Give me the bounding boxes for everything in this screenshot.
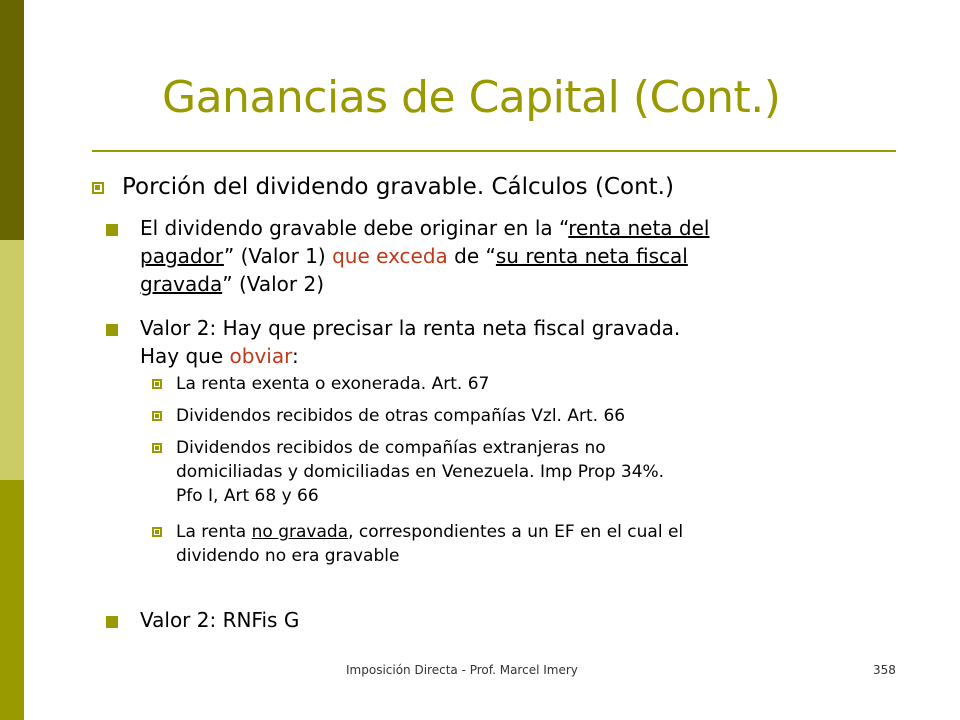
text-line: domiciliadas y domiciliadas en Venezuela. Imp Prop 34%. [176, 462, 665, 482]
text-line: Valor 2: RNFis G [140, 608, 300, 632]
text-line [140, 242, 688, 270]
footer-caption: Imposición Directa - Prof. Marcel Imery [346, 663, 578, 677]
hollow-square-bullet-icon [152, 379, 162, 389]
text-segment: , correspondientes a un EF en el cual el [348, 522, 684, 542]
left-accent-bar-middle [0, 240, 24, 480]
text-line [140, 270, 324, 298]
highlighted-text: obviar [229, 344, 292, 368]
underlined-text: gravada [140, 272, 223, 296]
text-line: dividendo no era gravable [176, 546, 400, 566]
highlighted-text: que exceda [332, 244, 448, 268]
text-segment: La renta [176, 522, 252, 542]
text-segment: El dividendo gravable debe originar en la “ [140, 216, 569, 240]
text-line: Dividendos recibidos de compañías extranjeras no [176, 438, 606, 458]
text-line [140, 214, 709, 242]
text-line: Pfo I, Art 68 y 66 [176, 486, 319, 506]
filled-square-bullet-icon [106, 224, 118, 236]
filled-square-bullet-icon [106, 324, 118, 336]
hollow-square-bullet-icon [152, 411, 162, 421]
slide-title: Ganancias de Capital (Cont.) [162, 72, 781, 123]
text-segment: ” (Valor 1) [223, 244, 333, 268]
underlined-text: no gravada [251, 522, 349, 542]
filled-square-bullet-icon [106, 616, 118, 628]
hollow-square-bullet-icon [152, 527, 162, 537]
slide-number: 358 [873, 663, 896, 677]
underlined-text: pagador [140, 244, 224, 268]
text-line: Valor 2: Hay que precisar la renta neta fiscal gravada. [140, 316, 681, 340]
text-segment: : [291, 344, 299, 368]
text-segment: de “ [447, 244, 496, 268]
text-line: Dividendos recibidos de otras compañías Vzl. Art. 66 [176, 406, 626, 426]
text-line [140, 342, 299, 370]
text-segment: Hay que [140, 344, 230, 368]
square-bullet-icon [92, 182, 104, 194]
left-accent-bar-top [0, 0, 24, 240]
underlined-text: renta neta del [568, 216, 710, 240]
underlined-text: su renta neta fiscal [495, 244, 688, 268]
left-accent-bar-bottom [0, 480, 24, 720]
hollow-square-bullet-icon [152, 443, 162, 453]
text-line [176, 520, 683, 544]
title-divider [92, 150, 896, 152]
bullet-level1-text: Porción del dividendo gravable. Cálculos (Cont.) [122, 174, 674, 200]
text-line: La renta exenta o exonerada. Art. 67 [176, 374, 490, 394]
text-segment: ” (Valor 2) [222, 272, 325, 296]
